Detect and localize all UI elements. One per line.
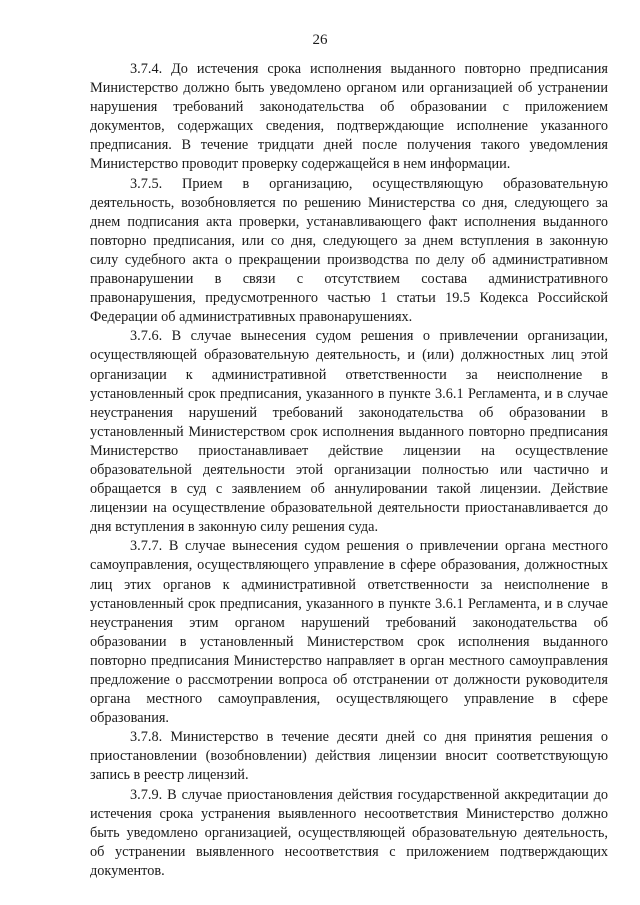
paragraph-3-7-6: 3.7.6. В случае вынесения судом решения о привлечении организации, осуществляющей образовательную деятельность, и (или) должностных лиц этой организации к административной ответственности за неисполнение в установленный срок предписания, указанного в пункте 3.6.1 Регламента, и в случае неустранения нарушений требований законодательства об образовании в установленный Министерством срок исполнения выданного повторно предписания Министерство приостанавливает действие лицензии на осуществление образовательной деятельности этой организации полностью или частично и обращается в суд с заявлением об аннулировании такой лицензии. Действие лицензии на осуществление образовательной деятельности приостанавливается до дня вступления в законную силу решения суда. — [90, 328, 608, 536]
paragraph-3-7-8: 3.7.8. Министерство в течение десяти дней со дня принятия решения о приостановлении (возобновлении) действия лицензии вносит соответствующую запись в реестр лицензий. — [90, 729, 608, 784]
paragraph-3-7-7: 3.7.7. В случае вынесения судом решения о привлечении органа местного самоуправления, осуществляющего управление в сфере образования, должностных лиц этих органов к административной ответственности за неисполнение в установленный срок предписания, указанного в пункте 3.6.1 Регламента, и в случае неустранения этим органом нарушений требований законодательства об образовании в установленный Министерством срок исполнения выданного повторно предписания Министерство направляет в орган местного самоуправления предложение о рассмотрении вопроса об отстранении от должности руководителя органа местного самоуправления, осуществляющего управление в сфере образования. — [90, 538, 608, 727]
paragraph-3-7-9: 3.7.9. В случае приостановления действия государственной аккредитации до истечения срока устранения выявленного несоответствия Министерство должно быть уведомлено организацией, осуществляющей образовательную деятельность, об устранении выявленного несоответствия с приложением подтверждающих документов. — [90, 786, 608, 879]
paragraph-3-7-5: 3.7.5. Прием в организацию, осуществляющую образовательную деятельность, возобновляется по решению Министерства со дня, следующего за днем подписания акта проверки, устанавливающего факт исполнения выданного повторно предписания, или со дня, следующего за днем вступления в законную силу судебного акта о прекращении производства по делу об административном правонарушении в связи с отсутствием состава административного правонарушения, предусмотренного частью 1 статьи 19.5 Кодекса Российской Федерации об административных правонарушениях. — [90, 175, 608, 326]
page-number: 26 — [312, 32, 328, 48]
paragraph-3-7-4: 3.7.4. До истечения срока исполнения выданного повторно предписания Министерство должно быть уведомлено органом или организацией об устранении нарушения требований законодательства об образовании с приложением документов, содержащих сведения, подтверждающие исполнение указанного предписания. В течение тридцати дней после получения такого уведомления Министерство проводит проверку содержащейся в нем информации. — [90, 61, 608, 173]
document-body — [90, 60, 608, 881]
